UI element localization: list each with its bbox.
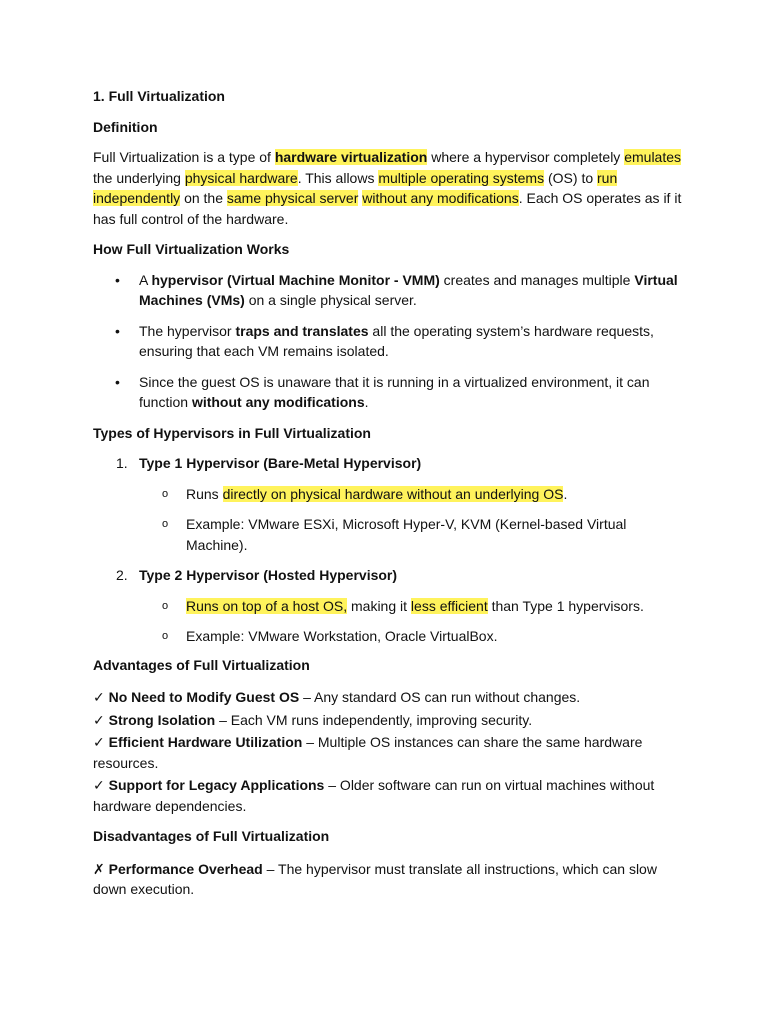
type-title: Type 1 Hypervisor (Bare-Metal Hypervisor) [139,455,422,471]
highlight-hardware-virtualization: hardware virtualization [274,149,428,165]
text-seg: making it [347,597,411,614]
types-heading: Types of Hypervisors in Full Virtualization [93,424,371,441]
bold-seg: Efficient Hardware Utilization [108,734,303,750]
check-icon: ✓ [93,711,105,728]
highlight-runs-on-host: Runs on top of a host OS, [186,597,348,614]
doc-title: 1. Full Virtualization [93,88,225,104]
highlight-emulates: emulates [624,149,682,165]
bold-seg: Virtual Machines (VMs) [139,271,678,308]
disadvantage-item [93,859,683,900]
list-item [93,596,683,617]
types-list [93,453,683,474]
bold-seg: traps and translates [235,322,369,339]
definition-seg: . Each OS operates as if it has full control of the hardware. [93,190,682,227]
type1-sublist [93,484,683,556]
list-item [93,321,683,362]
text-seg: creates and manages multiple [439,271,635,288]
text-seg: . [364,394,369,410]
advantage-item [93,775,683,816]
text-seg: than Type 1 hypervisors. [487,597,644,614]
types-list-2 [93,565,683,586]
circle-bullet-icon: o [162,487,169,500]
highlight-multiple-os: multiple operating systems [378,169,545,186]
definition-seg: on the [180,190,227,206]
list-number: 2. [116,567,128,583]
document-page [93,86,683,900]
text-seg: all the operating system’s hardware requests, ensuring that each VM remains isolated. [139,322,654,359]
text-seg: . [563,485,568,502]
bold-seg: Support for Legacy Applications [108,777,325,793]
definition-seg: where a hypervisor completely [427,149,625,165]
disadvantages-list [93,859,683,900]
bold-seg: Performance Overhead [108,860,263,877]
check-icon: ✓ [93,689,105,705]
text-seg: Example: VMware Workstation, Oracle VirtualBox. [186,628,498,644]
text-seg: – Older software can run on virtual machines without hardware dependencies. [93,777,655,814]
definition-seg: . This allows [297,169,379,186]
check-icon: ✓ [93,734,105,750]
circle-bullet-icon: o [162,599,169,612]
text-seg: – Multiple OS instances can share the same hardware resources. [93,734,643,771]
list-item [93,270,683,311]
advantage-item [93,710,683,731]
list-item [93,372,683,413]
how-heading: How Full Virtualization Works [93,241,290,257]
text-seg: – Any standard OS can run without changes. [299,689,581,705]
highlight-less-efficient: less efficient [410,597,488,614]
advantage-item [93,732,683,773]
text-seg: Example: VMware ESXi, Microsoft Hyper-V, KVM (Kernel-based Virtual Machine). [186,516,627,553]
highlight-physical-hardware: physical hardware [184,169,298,186]
list-item [93,514,683,555]
definition-paragraph [93,147,683,229]
bold-seg: without any modifications [191,394,365,410]
highlight-run-independently: run independently [93,169,618,206]
bold-seg: Strong Isolation [108,711,216,728]
text-seg: A [139,271,152,288]
highlight-same-physical-server: same physical server [226,190,359,206]
type-title: Type 2 Hypervisor (Hosted Hypervisor) [139,567,398,583]
cross-icon: ✗ [93,860,105,877]
type2-sublist [93,596,683,647]
advantages-heading: Advantages of Full Virtualization [93,656,310,673]
definition-seg: (OS) to [544,169,598,186]
list-item [93,626,683,647]
definition-seg: Full Virtualization is a type of [93,149,275,165]
list-item [93,453,683,474]
bullet-icon: • [115,373,120,390]
text-seg: Runs [186,485,223,502]
text-seg: Since the guest OS is unaware that it is running in a virtualized environment, it can function [139,373,650,410]
bold-seg: No Need to Modify Guest OS [108,689,300,705]
how-list [93,270,683,413]
text-seg: The hypervisor [139,322,236,339]
definition-seg: the underlying [93,169,185,186]
bullet-icon: • [115,322,120,339]
circle-bullet-icon: o [162,630,169,642]
disadvantages-heading: Disadvantages of Full Virtualization [93,828,330,844]
bullet-icon: • [115,271,120,288]
advantages-list [93,687,683,816]
highlight-without-modifications: without any modifications [362,190,519,206]
advantage-item [93,687,683,708]
text-seg: – Each VM runs independently, improving security. [215,711,533,728]
highlight-directly-on-hardware: directly on physical hardware without an underlying OS [222,485,564,502]
list-item [93,565,683,586]
definition-heading: Definition [93,118,158,135]
list-number: 1. [116,455,128,471]
text-seg: on a single physical server. [244,292,417,308]
text-seg: – The hypervisor must translate all instructions, which can slow down execution. [93,860,657,897]
circle-bullet-icon: o [162,518,169,530]
check-icon: ✓ [93,777,105,793]
bold-seg: hypervisor (Virtual Machine Monitor - VMM) [151,271,440,288]
list-item [93,484,683,505]
